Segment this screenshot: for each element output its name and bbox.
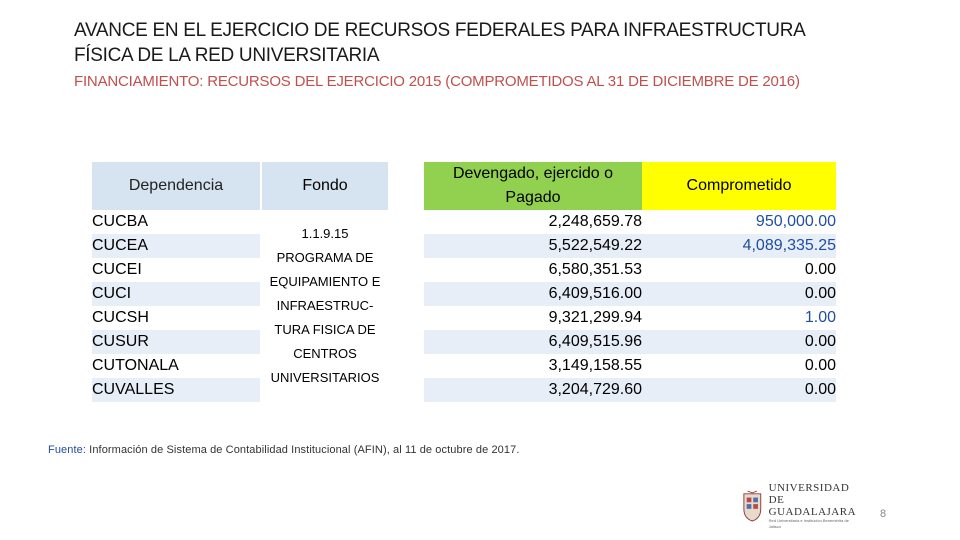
table-header-row	[92, 162, 836, 210]
table-row	[92, 210, 836, 234]
university-seal-icon	[742, 489, 763, 523]
table-row	[92, 282, 836, 306]
cell-gap	[260, 354, 262, 378]
university-logo	[742, 482, 862, 529]
cell-comprometido: 0.00	[642, 330, 836, 354]
cell-comprometido: 1.00	[642, 306, 836, 330]
header-fondo: Fondo	[262, 162, 388, 210]
table-row	[92, 378, 836, 402]
table-row	[92, 354, 836, 378]
cell-fondo: 1.1.9.15 PROGRAMA DE EQUIPAMIENTO E INFRAESTRUC-TURA FISICA DE CENTROS UNIVERSITARIOS	[262, 210, 388, 402]
cell-dependencia: CUCBA	[92, 210, 260, 234]
source-label: Fuente:	[48, 444, 87, 456]
table-row	[92, 234, 836, 258]
table-row	[92, 258, 836, 282]
funding-table	[92, 162, 836, 402]
cell-gap	[260, 378, 262, 402]
cell-dependencia: CUCEI	[92, 258, 260, 282]
table-body	[92, 210, 836, 402]
logo-line-1: UNIVERSIDAD DE	[768, 482, 850, 506]
header-devengado: Devengado, ejercido o Pagado	[424, 162, 642, 210]
slide-title: AVANCE EN EL EJERCICIO DE RECURSOS FEDERALES PARA INFRAESTRUCTURA FÍSICA DE LA RED UNIVERSITARIA	[74, 20, 805, 66]
cell-devengado: 6,580,351.53	[424, 258, 642, 282]
cell-comprometido: 950,000.00	[642, 210, 836, 234]
cell-comprometido: 4,089,335.25	[642, 234, 836, 258]
cell-comprometido: 0.00	[642, 354, 836, 378]
cell-gap	[260, 330, 262, 354]
cell-devengado: 9,321,299.94	[424, 306, 642, 330]
cell-dependencia: CUCEA	[92, 234, 260, 258]
page-number: 8	[880, 508, 887, 520]
cell-dependencia: CUCSH	[92, 306, 260, 330]
cell-devengado: 6,409,515.96	[424, 330, 642, 354]
cell-devengado: 6,409,516.00	[424, 282, 642, 306]
logo-line-2: GUADALAJARA	[768, 506, 857, 518]
cell-dependencia: CUTONALA	[92, 354, 260, 378]
header-comprometido: Comprometido	[642, 162, 836, 210]
source-text: Información de Sistema de Contabilidad Institucional (AFIN), al 11 de octubre de 2017.	[89, 444, 520, 456]
source-note	[48, 444, 519, 456]
cell-devengado: 3,204,729.60	[424, 378, 642, 402]
cell-gap	[260, 282, 262, 306]
cell-devengado: 5,522,549.22	[424, 234, 642, 258]
logo-line-3: Red Universitaria e Institución Benemérita de Jalisco	[768, 518, 849, 529]
cell-comprometido: 0.00	[642, 378, 836, 402]
slide-subtitle: FINANCIAMIENTO: RECURSOS DEL EJERCICIO 2015 (COMPROMETIDOS AL 31 DE DICIEMBRE DE 2016)	[74, 73, 800, 90]
cell-gap	[260, 258, 262, 282]
cell-gap-2	[388, 210, 424, 402]
cell-gap	[260, 306, 262, 330]
cell-dependencia: CUCI	[92, 282, 260, 306]
header-dependencia: Dependencia	[92, 162, 260, 210]
table-row	[92, 306, 836, 330]
cell-devengado: 3,149,158.55	[424, 354, 642, 378]
cell-dependencia: CUSUR	[92, 330, 260, 354]
table-row	[92, 330, 836, 354]
cell-dependencia: CUVALLES	[92, 378, 260, 402]
cell-gap	[260, 234, 262, 258]
cell-devengado: 2,248,659.78	[424, 210, 642, 234]
header-gap-2	[388, 162, 424, 210]
cell-comprometido: 0.00	[642, 282, 836, 306]
cell-comprometido: 0.00	[642, 258, 836, 282]
